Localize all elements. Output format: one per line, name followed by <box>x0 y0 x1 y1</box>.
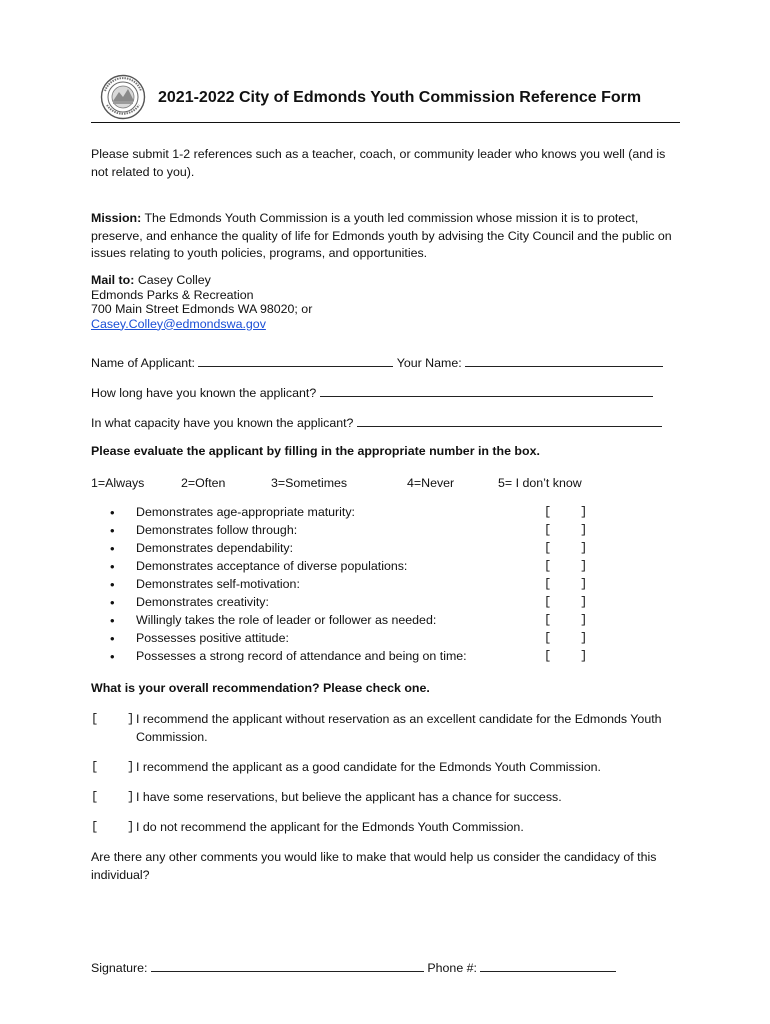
your-name-field[interactable] <box>465 353 663 367</box>
bullet-icon: • <box>110 595 115 610</box>
scale-item: 2=Often <box>181 476 226 490</box>
bullet-icon: • <box>110 613 115 628</box>
intro-text: Please submit 1-2 references such as a teacher, coach, or community leader who knows you well (and is not related to you). <box>91 147 666 179</box>
signature-field[interactable] <box>151 958 424 972</box>
list-item <box>110 558 590 576</box>
evaluate-instruction: Please evaluate the applicant by filling in the appropriate number in the box. <box>91 444 540 458</box>
capacity-row <box>91 413 662 433</box>
mission-paragraph <box>91 210 681 263</box>
capacity-label: In what capacity have you known the applicant? <box>91 416 354 430</box>
rating-box[interactable]: [ ] <box>544 505 588 519</box>
recommendation-question: What is your overall recommendation? Please check one. <box>91 681 430 695</box>
criterion-label: Demonstrates age-appropriate maturity: <box>136 505 356 519</box>
criteria-list <box>110 504 590 666</box>
criterion-label: Demonstrates self-motivation: <box>136 577 300 591</box>
how-long-label: How long have you known the applicant? <box>91 386 317 400</box>
your-name-label: Your Name: <box>396 356 462 370</box>
capacity-field[interactable] <box>357 413 662 427</box>
recommendation-label: I do not recommend the applicant for the Edmonds Youth Commission. <box>136 820 524 834</box>
rating-box[interactable]: [ ] <box>544 559 588 573</box>
rating-box[interactable]: [ ] <box>544 541 588 555</box>
recommendation-option <box>91 819 681 837</box>
rating-box[interactable]: [ ] <box>544 523 588 537</box>
bullet-icon: • <box>110 649 115 664</box>
comments-question: Are there any other comments you would like to make that would help us consider the candidacy of this individual? <box>91 850 657 882</box>
bullet-icon: • <box>110 523 115 538</box>
applicant-name-row <box>91 353 663 373</box>
recommendation-option <box>91 711 681 747</box>
rating-scale <box>91 475 611 493</box>
list-item <box>110 522 590 540</box>
applicant-name-label: Name of Applicant: <box>91 356 196 370</box>
how-long-field[interactable] <box>320 383 653 397</box>
recommendation-checkbox[interactable]: [ ] <box>91 790 135 804</box>
mail-name: Casey Colley <box>134 273 211 287</box>
bullet-icon: • <box>110 577 115 592</box>
criterion-label: Possesses positive attitude: <box>136 631 289 645</box>
bullet-icon: • <box>110 631 115 646</box>
scale-item: 5= I don’t know <box>498 476 582 490</box>
criterion-label: Demonstrates dependability: <box>136 541 294 555</box>
email-link[interactable]: Casey.Colley@edmondswa.gov <box>91 316 266 331</box>
list-item <box>110 648 590 666</box>
list-item <box>110 504 590 522</box>
recommendation-option <box>91 789 681 807</box>
mission-label: Mission: <box>91 211 142 225</box>
scale-item: 4=Never <box>407 476 455 490</box>
criterion-label: Possesses a strong record of attendance and being on time: <box>136 649 467 663</box>
applicant-name-field[interactable] <box>198 353 393 367</box>
comments-area[interactable] <box>91 888 681 948</box>
city-seal-icon <box>100 74 146 120</box>
mail-address: 700 Main Street Edmonds WA 98020; or <box>91 302 313 316</box>
list-item <box>110 576 590 594</box>
rating-box[interactable]: [ ] <box>544 595 588 609</box>
recommendation-checkbox[interactable]: [ ] <box>91 760 135 774</box>
mission-text: The Edmonds Youth Commission is a youth led commission whose mission it is to protect, preserve, and enhance the quality of life for Edmonds youth by advising the City Council and the public on issues relating to youth policies, programs, and opportunities. <box>91 211 672 260</box>
rating-box[interactable]: [ ] <box>544 631 588 645</box>
phone-label: Phone #: <box>427 961 477 975</box>
rating-box[interactable]: [ ] <box>544 577 588 591</box>
list-item <box>110 594 590 612</box>
mail-block <box>91 273 681 331</box>
mail-org: Edmonds Parks & Recreation <box>91 287 254 302</box>
rating-box[interactable]: [ ] <box>544 649 588 663</box>
recommendation-option <box>91 759 681 777</box>
recommendation-label: I recommend the applicant as a good candidate for the Edmonds Youth Commission. <box>136 760 601 774</box>
recommendation-checkbox[interactable]: [ ] <box>91 820 135 834</box>
rating-box[interactable]: [ ] <box>544 613 588 627</box>
bullet-icon: • <box>110 559 115 574</box>
mail-label: Mail to: <box>91 273 135 287</box>
signature-label: Signature: <box>91 961 148 975</box>
criterion-label: Demonstrates follow through: <box>136 523 298 537</box>
recommendation-label: I recommend the applicant without reservation as an excellent candidate for the Edmonds Youth Commission. <box>136 712 662 744</box>
how-long-row <box>91 383 653 403</box>
criterion-label: Demonstrates creativity: <box>136 595 269 609</box>
list-item <box>110 612 590 630</box>
list-item <box>110 630 590 648</box>
title-divider <box>91 122 680 123</box>
recommendation-label: I have some reservations, but believe the applicant has a chance for success. <box>136 790 562 804</box>
page-title: 2021-2022 City of Edmonds Youth Commission Reference Form <box>158 89 642 106</box>
criterion-label: Demonstrates acceptance of diverse populations: <box>136 559 408 573</box>
scale-item: 3=Sometimes <box>271 476 348 490</box>
signature-row <box>91 958 616 978</box>
recommendation-checkbox[interactable]: [ ] <box>91 712 135 726</box>
bullet-icon: • <box>110 505 115 520</box>
list-item <box>110 540 590 558</box>
phone-field[interactable] <box>480 958 616 972</box>
bullet-icon: • <box>110 541 115 556</box>
criterion-label: Willingly takes the role of leader or follower as needed: <box>136 613 437 627</box>
scale-item: 1=Always <box>91 476 145 490</box>
